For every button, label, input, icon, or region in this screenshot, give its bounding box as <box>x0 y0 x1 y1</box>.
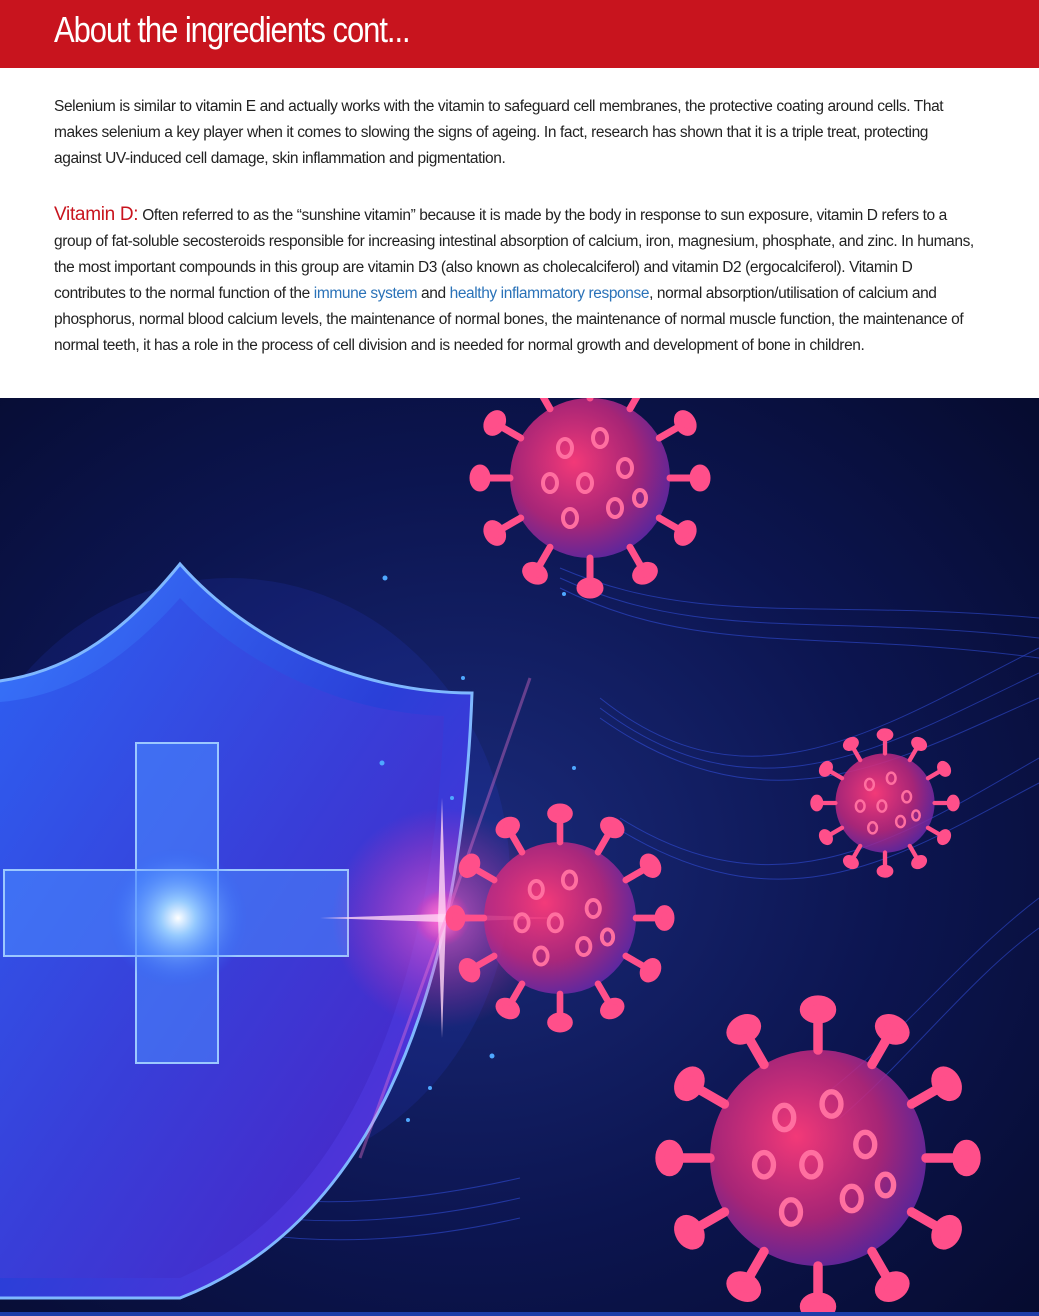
immune-shield-illustration <box>0 398 1039 1316</box>
selenium-paragraph: Selenium is similar to vitamin E and actually works with the vitamin to safeguard cell membranes, the protective coating around cells. That makes selenium a key player when it comes to slowing the signs of ageing. In fact, research has shown that it is a triple treat, protecting against UV-induced cell damage, skin inflammation and pigmentation. <box>54 98 944 167</box>
header-bar <box>0 0 1039 68</box>
vitamin-d-label: Vitamin D: <box>54 204 139 225</box>
inflammatory-response-link[interactable]: healthy inflammatory response <box>449 285 650 302</box>
vitamin-d-text-3: , normal absorption/utilisation of calcium and phosphorus, normal blood calcium levels, the maintenance of normal bones, the maintenance of normal muscle function, the maintenance of normal teeth, it has a role in the process of cell division and is needed for normal growth and development of bone in children. <box>54 285 964 354</box>
vitamin-d-text: Often referred to as the “sunshine vitamin” because it is made by the body in response to sun exposure, vitamin D refers to a group of fat-soluble secosteroids responsible for increasing intestinal absorption of calcium, iron, magnesium, phosphate, and zinc. In humans, the most important compounds in this group are vitamin D3 (also known as cholecalciferol) and vitamin D2 (ergocalciferol). Vitamin D contributes to the normal function of the <box>54 207 974 302</box>
immune-system-link[interactable]: immune system <box>313 285 418 302</box>
vitamin-d-paragraph <box>54 202 979 359</box>
illustration-svg <box>0 398 1039 1316</box>
vitamin-d-text-2: and <box>417 285 450 302</box>
bottom-strip <box>0 1312 1039 1316</box>
page-title: About the ingredients cont... <box>54 9 410 50</box>
